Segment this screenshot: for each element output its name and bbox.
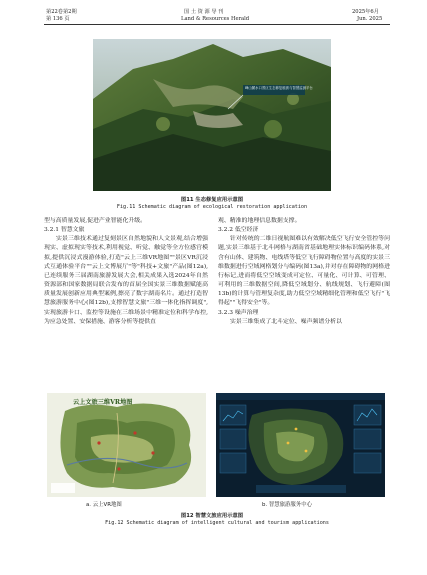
figure-12a-vr-map: [47, 393, 206, 497]
section-3-2-1-paragraph: 实景三维技术通过复刻景区自然地貌和人文景观,结合增强现实、虚拟现实等技术,利用视觉、听觉、触觉等全方位感官模拟,提供沉浸式漫游体验,打造"云上三维VR地图""景区VR沉浸式互通体验平台""云上文博展厅"等"科技+文旅"产品(图12a),已连续服务三届湖南旅游发展大会,相关成果入选2024年自然资源部和国家数据局联合发布的首届全国实景三维数据赋能高质量发展创新应用典型案例,擦亮了数字湖南名片。通过打造智慧旅游服务中心(图12b),支撑智慧文旅"三维一体化指挥调度",实现旅游卡口、监控等设施在三维场景中精准定位和科学布控,为应急处置、安保措施、游客分析等提供直: [44, 236, 208, 325]
section-3-2-3-title: 3.2.3 噪声治理: [218, 309, 259, 316]
header-journal-en: Land & Resources Herald: [181, 16, 250, 22]
header-page-number: 第 136 页: [46, 16, 70, 22]
header-rule: [44, 24, 390, 25]
header-date-en: Jun. 2025: [357, 16, 383, 22]
figure-11-caption-cn: 图11 生态修复应用示意图: [180, 197, 244, 203]
right-intro-line: 观、精准的地理信息数据支撑。: [218, 218, 301, 224]
figure-12-caption-en: Fig.12 Schematic diagram of intelligent cultural and tourism applications: [105, 520, 329, 526]
section-3-2-2-paragraph: 针对传统的二维日视航图难以有效解决低空飞行安全管控等问题,实景三维基于北斗网格与湖南省基础地理实体标识编码体系,对含有山体、建筑物、电线塔等低空飞行障碍物位置与高度的实景三维数据进行空域网格划分与编码(图13a),并对存在障碍物的网格进行标记,进而将低空空域变成可定位、可量化、可计算、可管理、可利用的三维数据空间,降低空域划分、航线规划、飞行避障(图13b)的计算与管理复杂度,助力低空空域精细化管理和低空飞行"飞得起""飞得安全"等。: [218, 236, 390, 307]
service-center-dashboard: [216, 393, 385, 497]
vr-map-illustration: [47, 393, 206, 497]
left-column: [44, 217, 208, 327]
figure-12b-subcaption: b. 智慧旅游服务中心: [262, 502, 312, 508]
figure-11-caption-en: Fig.11 Schematic diagram of ecological restoration application: [116, 204, 308, 210]
section-3-2-2-title: 3.2.2 低空经济: [218, 227, 259, 234]
figure-11-inset-label: 峰山麓水口景区生态修复植被与智慧监测平台: [245, 86, 313, 90]
figure-12b-service-center: [216, 393, 385, 497]
header-date-cn: 2025年6月: [352, 9, 379, 15]
section-3-2-1-title: 3.2.1 智慧文旅: [44, 227, 85, 234]
section-3-2-3-paragraph: 实景三维集成了北斗定位、噪声频谱分析以: [230, 318, 342, 325]
figure-12a-subcaption: a. 云上VR地图: [86, 502, 122, 508]
header-journal-cn: 国 土 资 源 导 刊: [184, 9, 224, 15]
ecological-restoration-scene: [93, 39, 331, 191]
vr-map-title: 云上文旅三维VR地图: [73, 399, 133, 406]
figure-12-caption-cn: 图12 智慧文旅应用示意图: [180, 513, 244, 519]
left-intro-line: 型与高质量发展,促进产业智能化升级。: [44, 218, 147, 224]
figure-11-image: [93, 39, 331, 191]
right-column: [218, 217, 390, 327]
header-volume-issue: 第22卷第2期: [46, 9, 77, 15]
